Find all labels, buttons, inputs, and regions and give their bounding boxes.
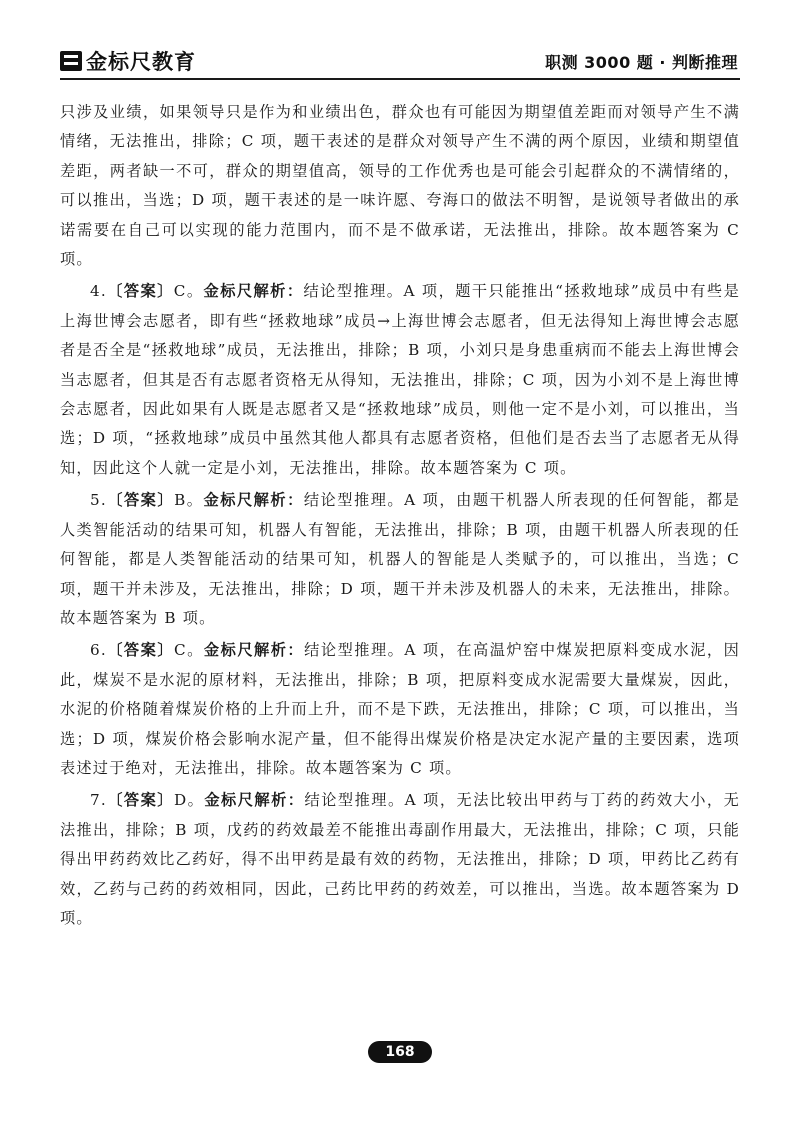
answer-label: 〔答案〕 <box>106 491 175 510</box>
analysis-label: 金标尺解析： <box>203 641 305 660</box>
answer-value: D。 <box>173 791 205 810</box>
page-header <box>60 38 740 80</box>
book-series-title: 职测 3000 题 · 判断推理 <box>545 53 738 72</box>
analysis-label: 金标尺解析： <box>204 791 305 810</box>
analysis-text: 结论型推理。A 项，在高温炉窑中煤炭把原料变成水泥，因此，煤炭不是水泥的原材料，无法推出，排除；B 项，把原料变成水泥需要大量煤炭，因此，水泥的价格随着煤炭价格的上升而上升，而不是下跌，无法推出，排除；C 项，可以推出，当选；D 项，煤炭价格会影响水泥产量，但不能得出煤炭价格是决定水泥产量的主要因素，选项表述过于绝对，无法推出，排除。故本题答案为 C 项。 <box>60 641 741 777</box>
analysis-label: 金标尺解析： <box>203 282 304 301</box>
question-number: 4. <box>90 282 107 301</box>
answer-item-4 <box>60 277 740 483</box>
answer-value: C。 <box>174 641 204 660</box>
question-number: 5. <box>90 491 107 510</box>
analysis-text: 结论型推理。A 项，由题干机器人所表现的任何智能，都是人类智能活动的结果可知，机器人有智能，无法推出，排除；B 项，由题干机器人所表现的任何智能，都是人类智能活动的结果可知，机器人的智能是人类赋予的，可以推出，当选；C 项，题干并未涉及，无法推出，排除；D 项，题干并未涉及机器人的未来，无法推出，排除。故本题答案为 B 项。 <box>60 491 741 627</box>
answer-item-5 <box>60 486 740 633</box>
answer-value: C。 <box>173 282 204 301</box>
answer-value: B。 <box>174 491 204 510</box>
answer-explanations <box>60 98 740 936</box>
question-number: 7. <box>90 791 107 810</box>
page-number: 168 <box>368 1041 432 1063</box>
answer-label: 〔答案〕 <box>106 791 174 810</box>
logo-icon <box>60 51 82 71</box>
continued-paragraph <box>60 98 740 274</box>
analysis-text: 结论型推理。A 项，无法比较出甲药与丁药的药效大小，无法推出，排除；B 项，戊药的药效最差不能推出毒副作用最大，无法推出，排除；C 项，只能得出甲药药效比乙药好，得不出甲药是最有效的药物，无法推出，排除；D 项，甲药比乙药有效，乙药与己药的药效相同，因此，己药比甲药的药效差，可以推出，当选。故本题答案为 D 项。 <box>60 791 740 927</box>
answer-label: 〔答案〕 <box>106 282 174 301</box>
logo-text: 金标尺教育 <box>86 50 196 74</box>
analysis-text: 结论型推理。A 项，题干只能推出“拯救地球”成员中有些是上海世博会志愿者，即有些“拯救地球”成员→上海世博会志愿者，但无法得知上海世博会志愿者是否全是“拯救地球”成员，无法推出，排除；B 项，小刘只是身患重病而不能去上海世博会当志愿者，但其是否有志愿者资格无从得知，无法推出，排除；C 项，因为小刘不是上海世博会志愿者，因此如果有人既是志愿者又是“拯救地球”成员，则他一定不是小刘，可以推出，当选；D 项，“拯救地球”成员中虽然其他人都具有志愿者资格，但他们是否去当了志愿者无从得知，因此这个人就一定是小刘，无法推出，排除。故本题答案为 C 项。 <box>60 282 740 477</box>
answer-item-6 <box>60 636 740 783</box>
paragraph-text: 只涉及业绩，如果领导只是作为和业绩出色，群众也有可能因为期望值差距而对领导产生不满情绪，无法推出，排除；C 项，题干表述的是群众对领导产生不满的两个原因，业绩和期望值差距，两者缺一不可，群众的期望值高，领导的工作优秀也是可能会引起群众的不满情绪的，可以推出，当选；D 项，题干表述的是一味许愿、夸海口的做法不明智，是说领导者做出的承诺需要在自己可以实现的能力范围内，而不是不做承诺，无法推出，排除。故本题答案为 C 项。 <box>60 103 740 269</box>
answer-label: 〔答案〕 <box>106 641 175 660</box>
publisher-logo <box>60 46 196 76</box>
answer-item-7 <box>60 786 740 933</box>
analysis-label: 金标尺解析： <box>203 491 304 510</box>
question-number: 6. <box>90 641 107 660</box>
